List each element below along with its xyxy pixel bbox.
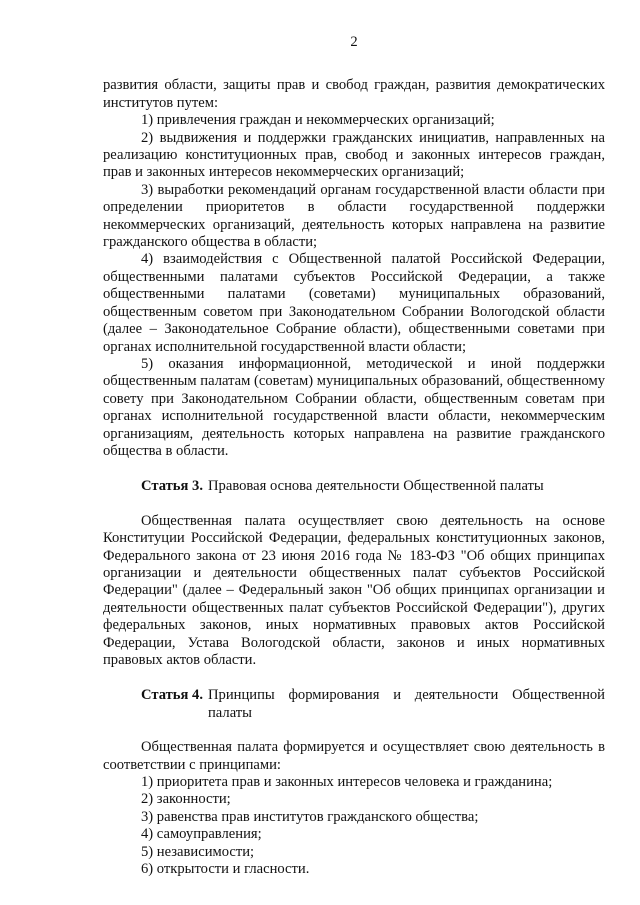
document-page [103, 34, 605, 878]
article-4-title: Принципы формирования и деятельности Общественной палаты [208, 687, 605, 721]
article-4-label: Статья 4. [141, 687, 203, 704]
list-item: 5) оказания информационной, методической и иной поддержки общественным палатам (советам) муниципальных образований, общественному совету при Законодательном Собрании области, общественным советам при органах исполнительной государственной власти области, некоммерческим организациям, деятельность которых направлена на развитие гражданского общества в области. [103, 355, 605, 459]
list-item: 2) выдвижения и поддержки гражданских инициатив, направленных на реализацию конституционных прав, свобод и законных интересов граждан, прав и законных интересов некоммерческих организаций; [103, 129, 605, 181]
paragraph-continuation: развития области, защиты прав и свобод граждан, развития демократических институтов путем: [103, 77, 605, 111]
list-item: 2) законности; [141, 791, 231, 808]
list-item: 6) открытости и гласности. [141, 861, 310, 878]
article-3-title: Правовая основа деятельности Общественной палаты [208, 478, 544, 495]
article-4-heading [103, 687, 605, 722]
list-item: 1) приоритета прав и законных интересов человека и гражданина; [141, 774, 553, 791]
article-4-intro: Общественная палата формируется и осуществляет свою деятельность в соответствии с принципами: [103, 739, 605, 773]
list-item: 3) выработки рекомендаций органам государственной власти области при определении приоритетов в области государственной поддержки некоммерческих организаций, деятельность которых направлена на развитие гражданского общества в области; [103, 181, 605, 251]
article-3-heading [103, 478, 605, 495]
list-item: 1) привлечения граждан и некоммерческих организаций; [141, 112, 495, 129]
article-3-label: Статья 3. [141, 478, 203, 495]
list-item: 5) независимости; [141, 843, 255, 860]
list-item: 4) самоуправления; [141, 826, 262, 843]
list-item: 3) равенства прав институтов гражданского общества; [141, 808, 479, 825]
article-3-text: Общественная палата осуществляет свою деятельность на основе Конституции Российской Федерации, федеральных конституционных законов, Федерального закона от 23 июня 2016 года № 183-ФЗ "Об общих принципах организации и деятельности общественных палат субъектов Российской Федерации" (далее – Федеральный закон "Об общих принципах организации и деятельности общественных палат субъектов Российской Федерации"), других федеральных законов, иных нормативных правовых актов Российской Федерации, Устава Вологодской области, законов и иных нормативных правовых актов области. [103, 512, 605, 668]
list-item: 4) взаимодействия с Общественной палатой Российской Федерации, общественными палатами субъектов Российской Федерации, а также общественными палатами (советами) муниципальных образований, общественным советом при Законодательном Собрании Вологодской области (далее – Законодательное Собрание области), общественными советами при органах исполнительной государственной власти области; [103, 251, 605, 355]
page-number: 2 [350, 34, 358, 50]
